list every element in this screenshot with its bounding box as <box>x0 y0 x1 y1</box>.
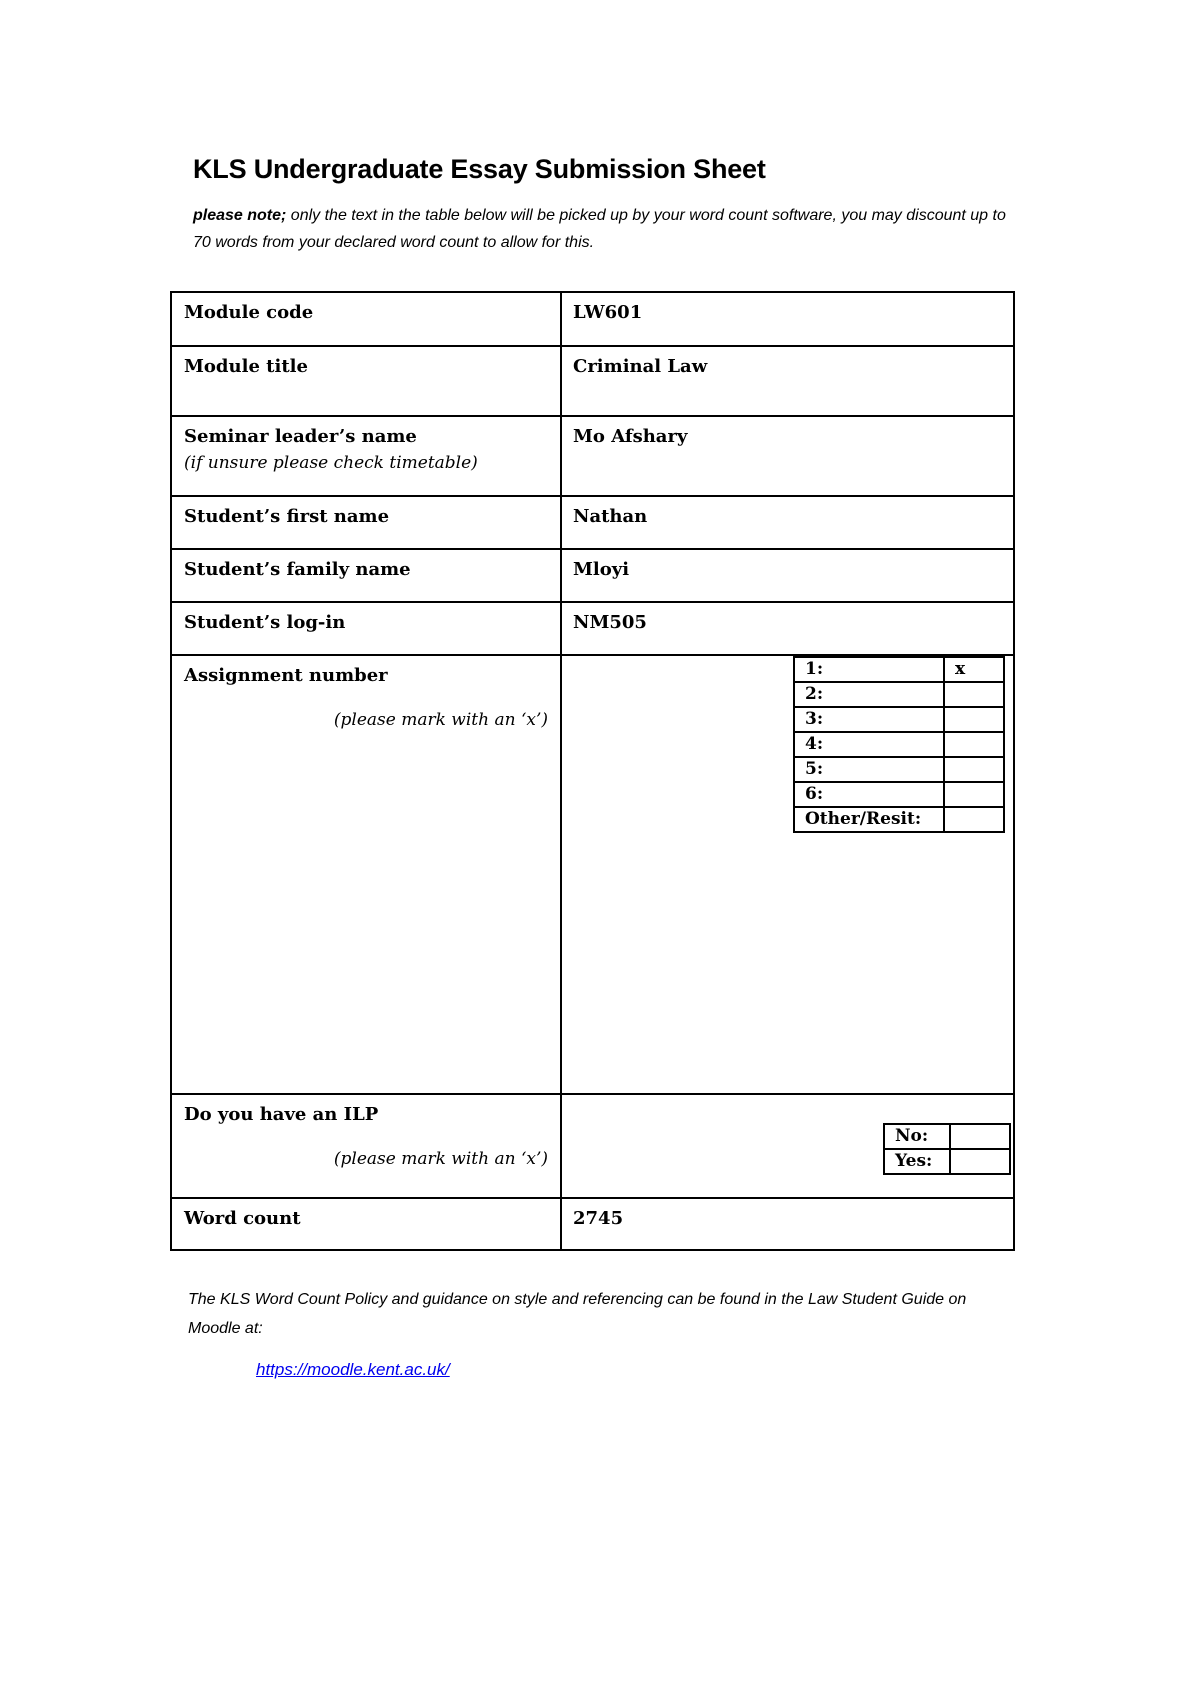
assignment-option-label: 5: <box>794 757 944 782</box>
word-count-label: Word count <box>172 1199 562 1251</box>
row-first-name <box>172 497 1013 550</box>
assignment-option-label: 4: <box>794 732 944 757</box>
first-name-label: Student’s first name <box>172 497 562 548</box>
word-count-value[interactable]: 2745 <box>573 1208 624 1229</box>
assignment-value-cell <box>562 656 1013 1093</box>
ilp-hint: (please mark with an ‘x’) <box>333 1149 548 1169</box>
assignment-option-label: 2: <box>794 682 944 707</box>
row-assignment-number <box>172 656 1013 1095</box>
login-value[interactable]: NM505 <box>573 612 647 633</box>
row-seminar-leader <box>172 417 1013 497</box>
assignment-hint: (please mark with an ‘x’) <box>333 710 548 730</box>
assignment-option-row <box>794 782 1004 807</box>
assignment-option-row <box>794 707 1004 732</box>
module-code-value[interactable]: LW601 <box>573 302 643 323</box>
note-bold: please note; <box>193 207 287 224</box>
seminar-leader-hint: (if unsure please check timetable) <box>184 453 478 473</box>
seminar-leader-label-cell <box>172 417 562 495</box>
assignment-option-mark[interactable]: x <box>944 657 1004 682</box>
row-family-name <box>172 550 1013 603</box>
assignment-option-label: 1: <box>794 657 944 682</box>
family-name-value[interactable]: Mloyi <box>573 559 630 580</box>
assignment-option-row <box>794 807 1004 832</box>
ilp-value-cell <box>562 1095 1013 1197</box>
assignment-label-cell <box>172 656 562 1093</box>
ilp-option-label: Yes: <box>884 1149 950 1174</box>
assignment-option-mark[interactable] <box>944 807 1004 832</box>
module-title-value[interactable]: Criminal Law <box>573 356 708 377</box>
row-ilp <box>172 1095 1013 1199</box>
page-title: KLS Undergraduate Essay Submission Sheet <box>193 154 766 184</box>
assignment-option-row <box>794 657 1004 682</box>
row-module-code <box>172 293 1013 347</box>
ilp-options-table <box>883 1123 1011 1175</box>
assignment-option-mark[interactable] <box>944 757 1004 782</box>
ilp-option-label: No: <box>884 1124 950 1149</box>
row-word-count <box>172 1199 1013 1251</box>
module-code-label: Module code <box>172 293 562 345</box>
assignment-option-mark[interactable] <box>944 782 1004 807</box>
ilp-label: Do you have an ILP <box>184 1104 379 1125</box>
row-login <box>172 603 1013 656</box>
seminar-leader-value[interactable]: Mo Afshary <box>573 426 688 447</box>
word-count-note <box>193 202 1023 256</box>
assignment-option-mark[interactable] <box>944 732 1004 757</box>
footer-text: The KLS Word Count Policy and guidance on style and referencing can be found in the Law Student Guide on Moodle at: <box>188 1291 967 1337</box>
family-name-label: Student’s family name <box>172 550 562 601</box>
ilp-option-mark[interactable] <box>950 1149 1010 1174</box>
assignment-option-label: 3: <box>794 707 944 732</box>
first-name-value[interactable]: Nathan <box>573 506 648 527</box>
moodle-link[interactable]: https://moodle.kent.ac.uk/ <box>256 1360 450 1379</box>
assignment-option-row <box>794 682 1004 707</box>
assignment-option-row <box>794 732 1004 757</box>
submission-form-table <box>170 291 1015 1251</box>
assignment-option-row <box>794 757 1004 782</box>
ilp-option-mark[interactable] <box>950 1124 1010 1149</box>
assignment-option-mark[interactable] <box>944 682 1004 707</box>
note-text: only the text in the table below will be picked up by your word count software, you may discount up to 70 words from your declared word count to allow for this. <box>193 207 1006 251</box>
assignment-option-mark[interactable] <box>944 707 1004 732</box>
login-label: Student’s log-in <box>172 603 562 654</box>
ilp-option-row <box>884 1124 1010 1149</box>
assignment-option-label: 6: <box>794 782 944 807</box>
seminar-leader-label: Seminar leader’s name <box>184 426 417 447</box>
ilp-label-cell <box>172 1095 562 1197</box>
module-title-label: Module title <box>172 347 562 415</box>
row-module-title <box>172 347 1013 417</box>
ilp-option-row <box>884 1149 1010 1174</box>
assignment-option-label: Other/Resit: <box>794 807 944 832</box>
assignment-options-table <box>793 656 1005 833</box>
assignment-label: Assignment number <box>184 665 388 686</box>
